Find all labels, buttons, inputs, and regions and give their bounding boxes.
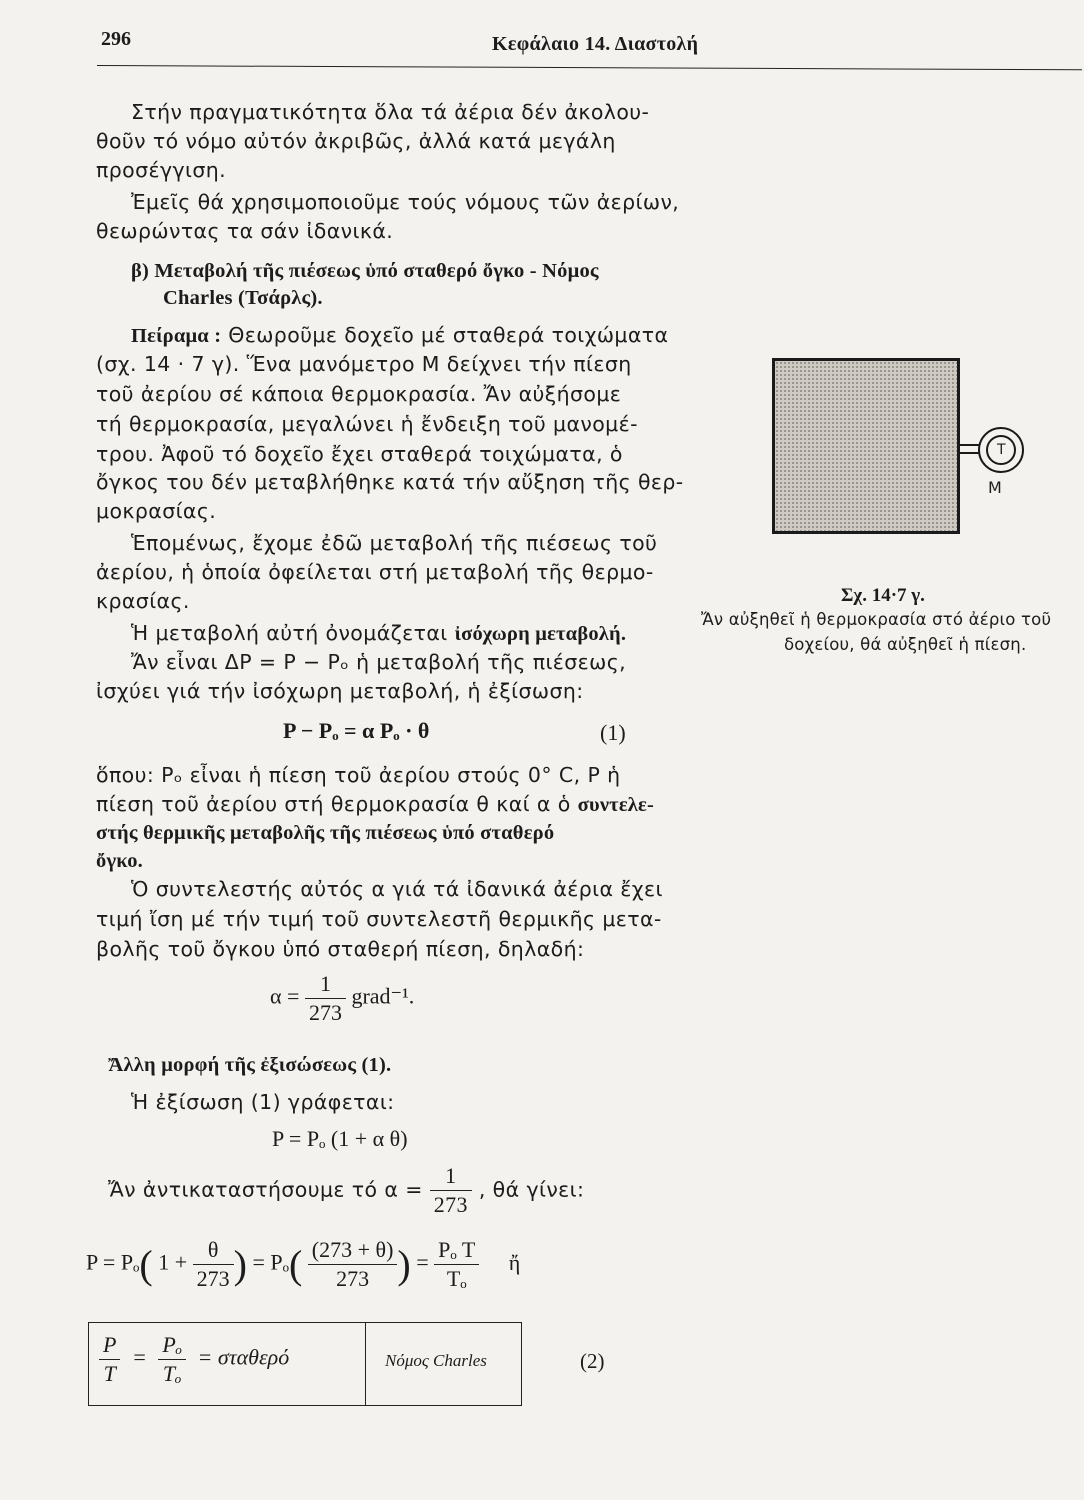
- text-line: τοῦ ἀερίου σέ κάποια θερμοκρασία. Ἄν αὐξήσομε: [96, 382, 622, 406]
- charles-rhs: = σταθερό: [197, 1344, 290, 1370]
- text-span: πίεση τοῦ ἀερίου στή θερμοκρασία θ καί α ὁ: [96, 792, 578, 816]
- text-line: Στήν πραγματικότητα ὅλα τά ἀέρια δέν ἀκολου-: [131, 100, 650, 124]
- fraction-numerator: (273 + θ): [308, 1236, 398, 1265]
- charles-law-box: [88, 1322, 522, 1406]
- fraction-denominator: 273: [336, 1266, 370, 1291]
- eq-part: P = Pₒ: [86, 1249, 140, 1275]
- paren-close: ): [233, 1242, 247, 1287]
- text-line: κρασίας.: [96, 589, 190, 613]
- eq-fraction: [434, 1236, 479, 1293]
- charles-law-label: Νόμος Charles: [385, 1351, 487, 1370]
- text-line: Ἐμεῖς θά χρησιμοποιοῦμε τούς νόμους τῶν ἀερίων,: [131, 190, 680, 214]
- fraction-denominator: Tₒ: [162, 1361, 182, 1386]
- alpha-lhs: α =: [270, 983, 300, 1009]
- paren-close: ): [397, 1242, 411, 1287]
- manometer-needle: T: [997, 442, 1006, 458]
- text-line: [96, 789, 654, 820]
- substitution-line: [108, 1162, 584, 1219]
- text-line: [131, 320, 668, 351]
- text-line: θοῦν τό νόμο αὐτόν ἀκριβῶς, ἀλλά κατά μεγάλη: [96, 129, 616, 153]
- manometer-dial: [986, 435, 1016, 465]
- figure-caption: Ἄν αὐξηθεῖ ἡ θερμοκρασία στό ἀέριο τοῦ: [701, 610, 1052, 629]
- text-span: Ἡ μεταβολή αὐτή ὀνομάζεται: [131, 621, 455, 645]
- term-bold: συντελε-: [577, 794, 655, 816]
- eq-part: = Pₒ: [252, 1249, 289, 1275]
- text-span: , θά γίνει:: [478, 1177, 585, 1202]
- paren-open: (: [139, 1242, 153, 1287]
- experiment-label: Πείραμα :: [131, 325, 222, 347]
- text-line: τιμή ἴση μέ τήν τιμή τοῦ συντελεστῆ θερμικῆς μετα-: [96, 907, 662, 931]
- term-bold: ἰσόχωρη μεταβολή.: [454, 623, 627, 645]
- figure-caption-title: Σχ. 14·7 γ.: [841, 585, 925, 606]
- equals-sign: =: [131, 1344, 147, 1370]
- text-line: μοκρασίας.: [96, 499, 217, 523]
- fraction-denominator: T: [103, 1361, 116, 1386]
- text-line: τρου. Ἀφοῦ τό δοχεῖο ἔχει σταθερά τοιχώματα, ὁ: [96, 442, 623, 466]
- manometer-label: M: [988, 478, 1002, 497]
- fraction-numerator: θ: [193, 1236, 234, 1265]
- eq-part: ἤ: [508, 1249, 521, 1275]
- fraction-numerator: 1: [430, 1162, 472, 1191]
- gas-container: [772, 358, 960, 534]
- eq-part: =: [416, 1249, 429, 1275]
- fraction-numerator: P: [99, 1331, 120, 1360]
- text-line: ἰσχύει γιά τήν ἰσόχωρη μεταβολή, ἡ ἐξίσωση:: [96, 679, 584, 703]
- subst-fraction: [430, 1162, 472, 1219]
- eq-fraction: [193, 1236, 234, 1293]
- text-line: προσέγγιση.: [96, 158, 227, 182]
- fraction-numerator: Pₒ: [158, 1331, 186, 1360]
- equation-number: (2): [580, 1349, 605, 1373]
- page-number: 296: [101, 28, 131, 50]
- text-line: Ἄν εἶναι ΔP = P − Pₒ ἡ μεταβολή τῆς πιέσεως,: [131, 650, 627, 674]
- text-line: Ἡ ἐξίσωση (1) γράφεται:: [131, 1090, 395, 1114]
- text-line: βολῆς τοῦ ὄγκου ὑπό σταθερή πίεση, δηλαδή:: [96, 937, 585, 961]
- text-span: Θεωροῦμε δοχεῖο μέ σταθερά τοιχώματα: [221, 323, 669, 347]
- long-equation: [86, 1236, 520, 1293]
- fraction-denominator: Tₒ: [446, 1266, 467, 1291]
- alpha-unit: grad⁻¹.: [351, 983, 415, 1009]
- term-bold: στής θερμικῆς μεταβολῆς τῆς πιέσεως ὑπό σταθερό: [96, 822, 555, 844]
- equation-number: (1): [600, 720, 626, 745]
- header-rule: [97, 65, 1082, 70]
- equation-1: P − Pₒ = α Pₒ · θ: [283, 718, 430, 743]
- text-line: [131, 618, 626, 649]
- fraction-denominator: 273: [196, 1266, 230, 1291]
- eq-part: 1 +: [158, 1249, 188, 1275]
- text-line: ὅπου: Pₒ εἶναι ἡ πίεση τοῦ ἀερίου στούς 0° C, P ἡ: [96, 763, 621, 787]
- charles-fraction: [99, 1331, 120, 1388]
- running-head: Κεφάλαιο 14. Διαστολή: [492, 33, 699, 55]
- manometer-icon: [978, 427, 1024, 473]
- figure-caption: δοχείου, θά αὐξηθεῖ ἡ πίεση.: [784, 635, 1027, 654]
- fraction-denominator: 273: [308, 1000, 342, 1025]
- text-line: (σχ. 14 · 7 γ). Ἕνα μανόμετρο Μ δείχνει τήν πίεση: [96, 352, 632, 376]
- fraction-denominator: 273: [433, 1192, 468, 1217]
- text-line: ἀερίου, ἡ ὁποία ὀφείλεται στή μεταβολή τῆς θερμο-: [96, 560, 654, 584]
- term-bold: ὄγκο.: [96, 850, 144, 872]
- charles-fraction: [158, 1331, 186, 1388]
- equation-rewrite: P = Pₒ (1 + α θ): [272, 1126, 408, 1151]
- page-header: [0, 0, 1084, 100]
- fraction-numerator: Pₒ T: [434, 1236, 479, 1265]
- charles-equation: [99, 1331, 289, 1388]
- text-line: Ἑπομένως, ἔχομε ἐδῶ μεταβολή τῆς πιέσεως τοῦ: [131, 531, 658, 555]
- alpha-fraction: [305, 970, 346, 1027]
- fraction-numerator: 1: [305, 970, 346, 999]
- alpha-equation: [270, 970, 414, 1027]
- text-line: Ὁ συντελεστής αὐτός α γιά τά ἰδανικά ἀέρια ἔχει: [131, 877, 663, 901]
- text-line: τή θερμοκρασία, μεγαλώνει ἡ ἔνδειξη τοῦ μανομέ-: [96, 412, 638, 436]
- text-line: ὄγκος του δέν μεταβλήθηκε κατά τήν αὔξηση τῆς θερ-: [96, 470, 684, 494]
- paren-open: (: [288, 1242, 303, 1287]
- text-span: Ἄν ἀντικαταστήσουμε τό α =: [108, 1177, 423, 1202]
- eq-fraction: [308, 1236, 398, 1293]
- section-heading: β) Μεταβολή τῆς πιέσεως ὑπό σταθερό ὄγκο - Νόμος: [131, 260, 599, 282]
- box-divider: [365, 1323, 366, 1405]
- text-line: θεωρώντας τα σάν ἰδανικά.: [96, 219, 394, 243]
- section-heading: Charles (Τσάρλς).: [163, 287, 323, 309]
- subheading: Ἄλλη μορφή τῆς ἐξισώσεως (1).: [108, 1054, 392, 1076]
